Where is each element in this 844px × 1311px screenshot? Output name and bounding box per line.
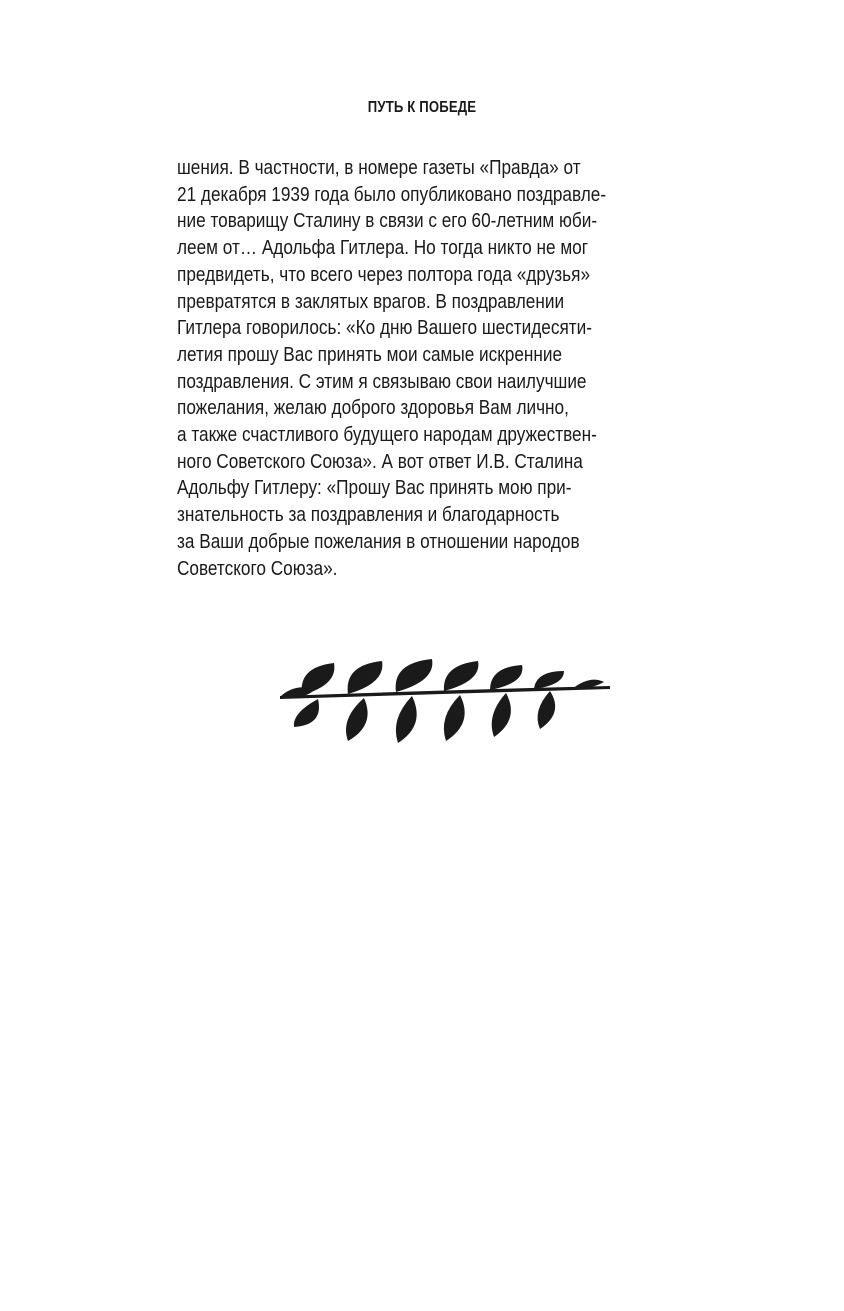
text-line: 21 декабря 1939 года было опубликовано поздравле- <box>177 183 607 206</box>
running-header: ПУТЬ К ПОБЕДЕ <box>367 99 477 116</box>
text-line: превратятся в заклятых врагов. В поздравлении <box>177 290 565 313</box>
laurel-branch-icon <box>272 655 614 751</box>
text-line: Советского Союза». <box>177 557 338 580</box>
text-line: поздравления. С этим я связываю свои наилучшие <box>177 370 587 393</box>
text-line: летия прошу Вас принять мои самые искренние <box>177 343 563 366</box>
text-line: Адольфу Гитлеру: «Прошу Вас принять мою при- <box>177 477 572 500</box>
text-line: за Ваши добрые пожелания в отношении народов <box>177 530 580 553</box>
text-line: пожелания, желаю доброго здоровья Вам лично, <box>177 397 569 420</box>
body-text <box>177 155 710 582</box>
laurel-branch-shape <box>280 659 610 743</box>
text-line: а также счастливого будущего народам дружествен- <box>177 424 597 447</box>
text-line: шения. В частности, в номере газеты «Правда» от <box>177 157 581 179</box>
text-line: Гитлера говорилось: «Ко дню Вашего шестидесяти- <box>177 317 593 340</box>
text-line: ного Советского Союза». А вот ответ И.В. Сталина <box>177 450 583 473</box>
text-line: предвидеть, что всего через полтора года «друзья» <box>177 263 591 286</box>
text-line: ние товарищу Сталину в связи с его 60-летним юби- <box>177 210 598 233</box>
text-line: леем от… Адольфа Гитлера. Но тогда никто не мог <box>177 237 589 260</box>
text-line: знательность за поздравления и благодарность <box>177 504 560 527</box>
